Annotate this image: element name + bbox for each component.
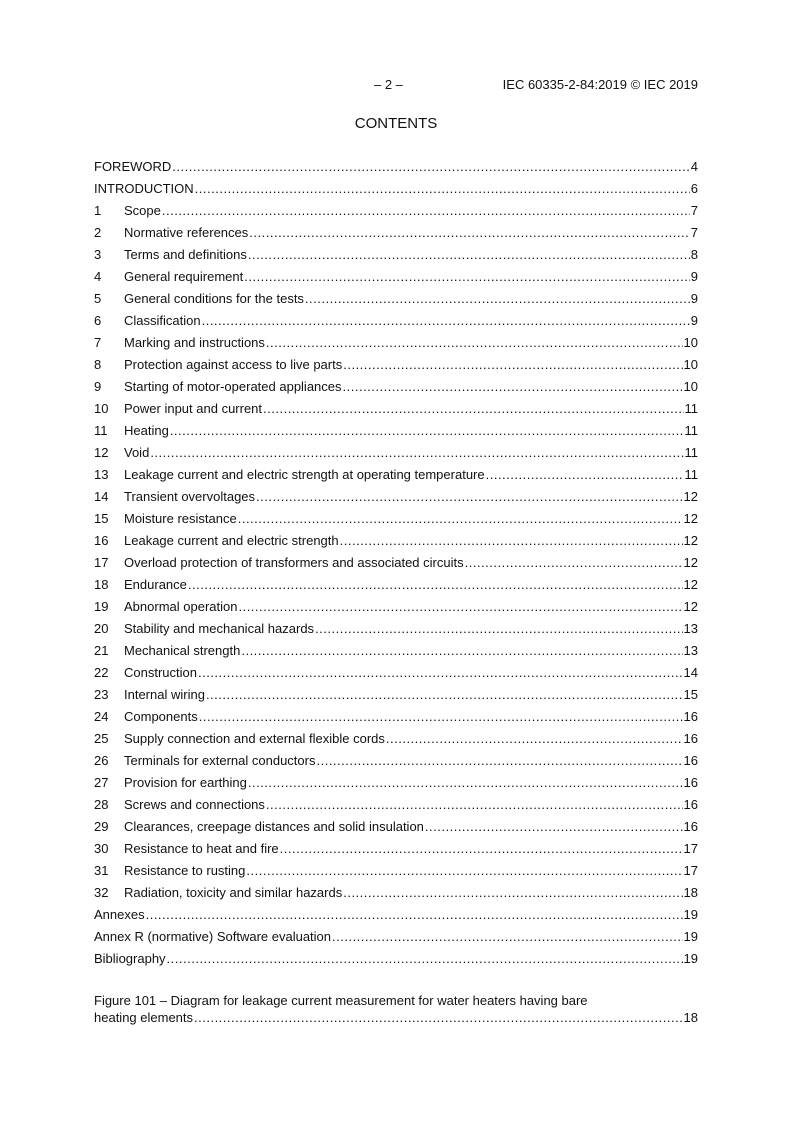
toc-entry-title: Terminals for external conductors	[124, 753, 316, 768]
toc-entry-number: 22	[94, 665, 109, 680]
toc-entry-page: 11	[684, 467, 698, 482]
toc-entry[interactable]	[94, 576, 698, 598]
toc-entry[interactable]	[94, 400, 698, 422]
dot-leader	[244, 268, 690, 285]
toc-entry-page: 12	[683, 577, 698, 592]
toc-entry-page: 16	[683, 775, 698, 790]
toc-entry[interactable]	[94, 510, 698, 532]
toc-entry-title: Scope	[124, 203, 161, 218]
dot-leader	[486, 466, 684, 483]
toc-entry-page: 11	[684, 445, 698, 460]
toc-entry[interactable]	[94, 818, 698, 840]
toc-entry[interactable]	[94, 730, 698, 752]
toc-entry-number: 20	[94, 621, 109, 636]
toc-entry-page: 16	[683, 731, 698, 746]
toc-entry[interactable]	[94, 290, 698, 312]
toc-entry-page: 10	[683, 335, 698, 350]
toc-entry-title: Classification	[124, 313, 201, 328]
toc-entry-title: Endurance	[124, 577, 187, 592]
toc-entry-title: Screws and connections	[124, 797, 265, 812]
toc-entry-page: 16	[683, 797, 698, 812]
toc-entry-number: 17	[94, 555, 109, 570]
toc-entry-title: Terms and definitions	[124, 247, 247, 262]
toc-entry-page: 10	[683, 379, 698, 394]
toc-entry-title: Leakage current and electric strength	[124, 533, 339, 548]
toc-entry-title: Abnormal operation	[124, 599, 238, 614]
dot-leader	[146, 906, 683, 923]
toc-entry-title: Annex R (normative) Software evaluation	[94, 929, 332, 944]
toc-entry-number: 7	[94, 335, 102, 350]
dot-leader	[241, 642, 682, 659]
toc-entry-number: 8	[94, 357, 102, 372]
toc-entry-page: 7	[690, 225, 698, 240]
dot-leader	[162, 202, 690, 219]
dot-leader	[280, 840, 683, 857]
dot-leader	[343, 884, 682, 901]
toc-entry-title: Internal wiring	[124, 687, 205, 702]
toc-entry-title: Heating	[124, 423, 169, 438]
toc-entry-number: 12	[94, 445, 109, 460]
toc-entry-number: 28	[94, 797, 109, 812]
toc-entry-number: 24	[94, 709, 109, 724]
toc-entry[interactable]	[94, 532, 698, 554]
toc-entry-number: 13	[94, 467, 109, 482]
toc-entry[interactable]	[94, 356, 698, 378]
toc-entry-page: 14	[683, 665, 698, 680]
toc-entry-number: 23	[94, 687, 109, 702]
toc-entry-title: Resistance to heat and fire	[124, 841, 279, 856]
dot-leader	[316, 752, 682, 769]
toc-entry-page: 9	[690, 269, 698, 284]
toc-entry[interactable]	[94, 488, 698, 510]
toc-entry-title: Stability and mechanical hazards	[124, 621, 315, 636]
toc-entry-title: Overload protection of transformers and associated circuits	[124, 555, 464, 570]
toc-entry[interactable]	[94, 796, 698, 818]
toc-entry-title: Construction	[124, 665, 197, 680]
toc-entry[interactable]	[94, 708, 698, 730]
toc-entry-page: 12	[683, 599, 698, 614]
toc-entry-title: Provision for earthing	[124, 775, 247, 790]
toc-entry-title: Resistance to rusting	[124, 863, 246, 878]
toc-entry[interactable]	[94, 840, 698, 862]
toc-entry-page: 18	[683, 885, 698, 900]
toc-entry-page: 4	[690, 159, 698, 174]
toc-entry-number: 16	[94, 533, 109, 548]
dot-leader	[266, 334, 683, 351]
dot-leader	[305, 290, 690, 307]
toc-entry-number: 32	[94, 885, 109, 900]
toc-entry-title: Bibliography	[94, 951, 166, 966]
toc-entry[interactable]	[94, 246, 698, 268]
toc-entry-title: Clearances, creepage distances and solid insulation	[124, 819, 424, 834]
dot-leader	[199, 708, 683, 725]
toc-entry[interactable]	[94, 444, 698, 466]
toc-entry-title: Leakage current and electric strength at operating temperature	[124, 467, 485, 482]
toc-entry[interactable]	[94, 422, 698, 444]
toc-entry[interactable]	[94, 884, 698, 906]
toc-entry-title: Starting of motor-operated appliances	[124, 379, 342, 394]
toc-entry[interactable]	[94, 664, 698, 686]
contents-title: CONTENTS	[354, 115, 438, 132]
dot-leader	[246, 862, 682, 879]
toc-entry[interactable]	[94, 642, 698, 664]
toc-entry-title: General requirement	[124, 269, 244, 284]
toc-entry-number: 15	[94, 511, 109, 526]
toc-entry[interactable]	[94, 334, 698, 356]
toc-entry-page: 17	[683, 841, 698, 856]
toc-entry-page: 16	[683, 753, 698, 768]
toc-entry-page: 12	[683, 555, 698, 570]
dot-leader	[425, 818, 683, 835]
toc-entry-number: 21	[94, 643, 109, 658]
page-number: – 2 –	[374, 77, 403, 92]
toc-entry-page: 9	[690, 313, 698, 328]
toc-entry-number: 3	[94, 247, 102, 262]
toc-entry-number: 10	[94, 401, 109, 416]
dot-leader	[167, 950, 683, 967]
toc-entry-page: 12	[683, 511, 698, 526]
toc-entry-number: 30	[94, 841, 109, 856]
dot-leader	[248, 774, 683, 791]
toc-entry-page: 12	[683, 533, 698, 548]
toc-entry-title: Transient overvoltages	[124, 489, 256, 504]
toc-entry[interactable]	[94, 950, 698, 972]
document-id: IEC 60335-2-84:2019 © IEC 2019	[502, 77, 698, 92]
toc-entry[interactable]	[94, 268, 698, 290]
dot-leader	[332, 928, 683, 945]
toc-entry[interactable]	[94, 202, 698, 224]
toc-entry[interactable]	[94, 554, 698, 576]
toc-entry-number: 4	[94, 269, 102, 284]
toc-entry[interactable]	[94, 620, 698, 642]
toc-entry-number: 26	[94, 753, 109, 768]
toc-entry-title: Annexes	[94, 907, 145, 922]
toc-entry-page: 7	[690, 203, 698, 218]
toc-entry-page: 13	[683, 621, 698, 636]
toc-entry-page: 11	[684, 401, 698, 416]
toc-entry-number: 25	[94, 731, 109, 746]
list-of-figures	[94, 992, 698, 1026]
toc-entry-page: 16	[683, 709, 698, 724]
toc-entry-page: 9	[690, 291, 698, 306]
dot-leader	[238, 598, 682, 615]
toc-entry-page: 16	[683, 819, 698, 834]
figure-entry-title-continued	[94, 1009, 698, 1026]
toc-entry-number: 31	[94, 863, 109, 878]
figure-entry[interactable]	[94, 992, 698, 1026]
toc-entry-number: 1	[94, 203, 102, 218]
toc-entry-page: 13	[683, 643, 698, 658]
toc-entry[interactable]	[94, 928, 698, 950]
dot-leader	[343, 378, 683, 395]
table-of-contents	[94, 158, 698, 972]
toc-entry-page: 19	[683, 951, 698, 966]
toc-entry-title: Marking and instructions	[124, 335, 265, 350]
dot-leader	[188, 576, 683, 593]
toc-entry-page: 8	[690, 247, 698, 262]
toc-entry-page: 6	[690, 181, 698, 196]
toc-entry-title: INTRODUCTION	[94, 181, 194, 196]
dot-leader	[248, 246, 690, 263]
dot-leader	[343, 356, 682, 373]
toc-entry[interactable]	[94, 158, 698, 180]
dot-leader	[172, 158, 689, 175]
toc-entry-title: Protection against access to live parts	[124, 357, 343, 372]
toc-entry-number: 6	[94, 313, 102, 328]
toc-entry-title: Void	[124, 445, 150, 460]
dot-leader	[194, 1009, 683, 1026]
dot-leader	[202, 312, 690, 329]
dot-leader	[150, 444, 683, 461]
dot-leader	[249, 224, 689, 241]
dot-leader	[170, 422, 684, 439]
toc-entry-title: Normative references	[124, 225, 249, 240]
toc-entry[interactable]	[94, 862, 698, 884]
toc-entry-page: 10	[683, 357, 698, 372]
dot-leader	[198, 664, 683, 681]
toc-entry-page: 11	[684, 423, 698, 438]
toc-entry-title: Radiation, toxicity and similar hazards	[124, 885, 343, 900]
toc-entry-title: Components	[124, 709, 198, 724]
toc-entry-page: 17	[683, 863, 698, 878]
toc-entry[interactable]	[94, 180, 698, 202]
toc-entry[interactable]	[94, 906, 698, 928]
toc-entry[interactable]	[94, 774, 698, 796]
figure-entry-page: 18	[683, 1010, 698, 1025]
dot-leader	[386, 730, 683, 747]
toc-entry-number: 11	[94, 423, 108, 438]
toc-entry-title: General conditions for the tests	[124, 291, 304, 306]
toc-entry[interactable]	[94, 598, 698, 620]
dot-leader	[206, 686, 683, 703]
toc-entry-page: 19	[683, 929, 698, 944]
toc-entry-number: 14	[94, 489, 109, 504]
toc-entry-title: FOREWORD	[94, 159, 172, 174]
toc-entry[interactable]	[94, 378, 698, 400]
toc-entry-title: Mechanical strength	[124, 643, 241, 658]
dot-leader	[238, 510, 683, 527]
toc-entry-page: 12	[683, 489, 698, 504]
figure-entry-title: Figure 101 – Diagram for leakage current measurement for water heaters having bare	[94, 993, 588, 1008]
toc-entry-number: 18	[94, 577, 109, 592]
toc-entry-number: 29	[94, 819, 109, 834]
toc-entry-title: Supply connection and external flexible cords	[124, 731, 385, 746]
toc-entry-number: 19	[94, 599, 109, 614]
dot-leader	[315, 620, 682, 637]
toc-entry-number: 2	[94, 225, 102, 240]
toc-entry-title: Moisture resistance	[124, 511, 237, 526]
toc-entry[interactable]	[94, 686, 698, 708]
page-header	[94, 77, 698, 93]
dot-leader	[263, 400, 683, 417]
toc-entry-title: Power input and current	[124, 401, 263, 416]
toc-entry-page: 15	[683, 687, 698, 702]
toc-entry-number: 27	[94, 775, 109, 790]
toc-entry[interactable]	[94, 466, 698, 488]
toc-entry-number: 9	[94, 379, 102, 394]
toc-entry[interactable]	[94, 752, 698, 774]
dot-leader	[256, 488, 683, 505]
toc-entry[interactable]	[94, 312, 698, 334]
dot-leader	[266, 796, 683, 813]
dot-leader	[340, 532, 683, 549]
figure-entry-title-line2: heating elements	[94, 1010, 194, 1025]
dot-leader	[465, 554, 683, 571]
toc-entry[interactable]	[94, 224, 698, 246]
toc-entry-number: 5	[94, 291, 102, 306]
dot-leader	[195, 180, 690, 197]
toc-entry-page: 19	[683, 907, 698, 922]
